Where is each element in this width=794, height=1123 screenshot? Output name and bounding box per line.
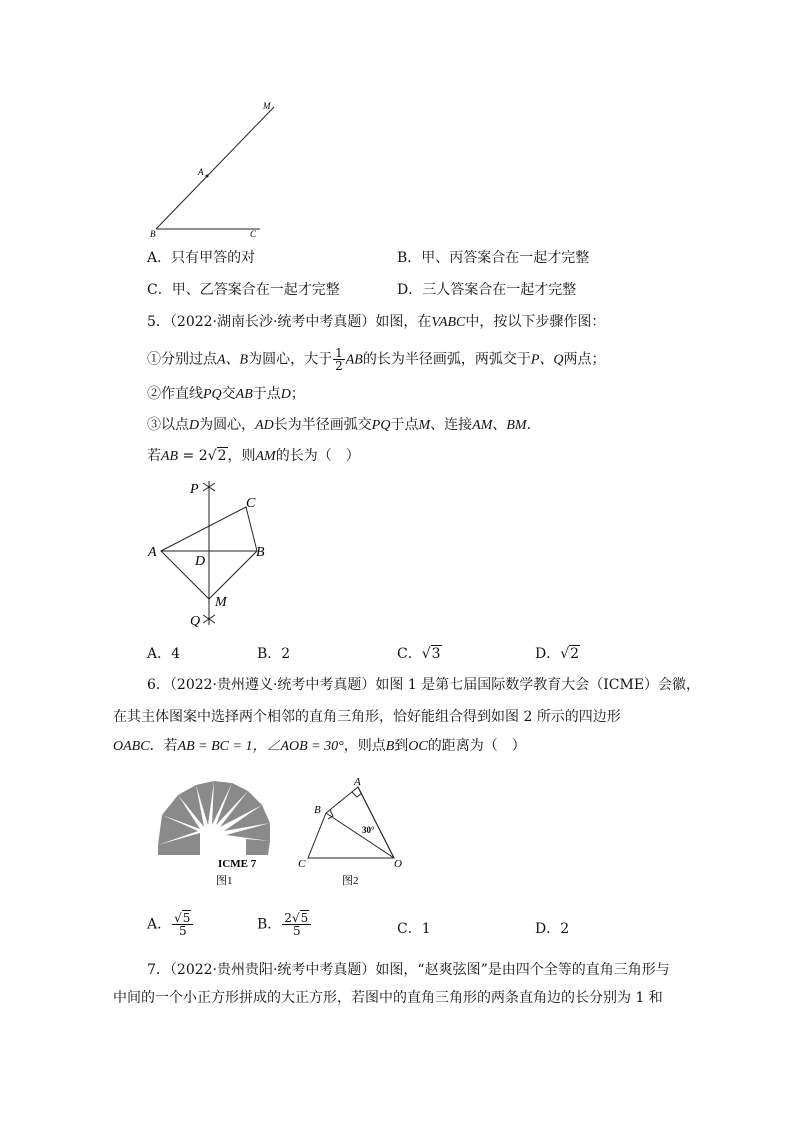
q5-option-c-label: C． (397, 646, 422, 662)
q5-step2-c: 于点 (252, 386, 281, 402)
q5-cond-eq: = 2 (178, 448, 208, 464)
label-m: M (215, 595, 227, 610)
q6-quad: OABC (113, 739, 150, 754)
ray-bm (156, 107, 274, 229)
q5-step3-am: AM (472, 418, 493, 433)
q5-option-a[interactable]: A．4 (147, 646, 181, 662)
q5-frac-den: 2 (335, 359, 343, 373)
q5-cond-c: 的长为（ ） (275, 448, 360, 464)
q6-option-b-coef: 2 (284, 911, 292, 925)
q6-figure-2 (290, 775, 415, 890)
fig1-caption: 图1 (216, 875, 233, 887)
q5-step3 (147, 416, 531, 435)
q5-step1 (147, 347, 606, 372)
q7-line1: 7．（2022·贵州贵阳·统考中考真题）如图，“赵爽弦图”是由四个全等的直角三角形与 (147, 962, 670, 978)
q5-fraction (333, 347, 345, 372)
q5-step1-ab: AB (345, 352, 363, 368)
q5-step1-a: ①分别过点 (147, 351, 217, 368)
q5-step2-e: ； (290, 386, 305, 402)
q5-step3-a: ③以点 (147, 417, 189, 433)
label-b: B (314, 804, 321, 816)
q6-line3-a: ．若 (149, 738, 178, 754)
q4-option-b[interactable]: B．甲、丙答案合在一起才完整 (397, 250, 590, 266)
q5-cond-ab: AB (161, 449, 179, 464)
label-b: B (256, 545, 265, 560)
q4-option-d[interactable]: D．三人答案合在一起才完整 (397, 282, 577, 298)
q6-line3 (113, 737, 526, 756)
sqrt-symbol: √ (421, 646, 431, 662)
sqrt-symbol: √ (207, 448, 217, 464)
icme-logo (158, 781, 270, 855)
q6-option-a-label: A． (147, 916, 172, 933)
label-a: A (148, 545, 157, 560)
q5-step2-d: D (280, 387, 291, 402)
q5-step1-pts: A、B (217, 352, 249, 368)
q6-line2: 在其主体图案中选择两个相邻的直角三角形，恰好能组合得到如图 2 所示的四边形 (113, 709, 621, 725)
q5-step1-b: 为圆心，大于 (248, 351, 333, 368)
q6-option-a-den: 5 (178, 924, 187, 938)
sqrt-symbol: √ (174, 911, 182, 925)
angle-label: 30° (362, 825, 375, 835)
q5-step2 (147, 385, 305, 404)
q6-line1: 6．（2022·贵州遵义·统考中考真题）如图 1 是第七届国际数学教育大会（ICME）会徽， (147, 677, 701, 693)
q5-step2-pq: PQ (203, 387, 222, 402)
q5-step3-c: 长为半径画弧交 (273, 417, 372, 433)
q6-option-b-frac (282, 912, 311, 937)
q5-step3-ad: AD (255, 418, 274, 433)
q5-option-b[interactable]: B．2 (257, 646, 291, 662)
q7-line2: 中间的一个小正方形拼成的大正方形，若图中的直角三角形的两条直角边的长分别为 1 和 (113, 990, 663, 1006)
label-a: A (198, 167, 204, 177)
q5-step3-f: 、 (492, 417, 507, 433)
q5-intro2: 中，按以下步骤作图： (465, 314, 606, 330)
q6-line3-b: ，则点 (343, 738, 386, 754)
label-a: A (354, 776, 361, 788)
q5-option-c-value: 3 (431, 646, 441, 662)
q6-option-b-den: 5 (292, 924, 301, 938)
q5-step3-e: 、连接 (430, 417, 473, 433)
q5-step1-pq: P、Q (530, 352, 564, 368)
sqrt-symbol: √ (291, 911, 300, 925)
q5-stem (147, 313, 605, 332)
label-c: C (246, 496, 256, 511)
q6-option-b-label: B． (257, 916, 282, 933)
label-q: Q (190, 614, 201, 629)
q4-figure (140, 95, 290, 240)
label-p: P (190, 482, 199, 497)
q5-step3-bm: BM (506, 418, 527, 433)
segment-oa (358, 787, 394, 858)
q5-step1-c: 的长为半径画弧，两弧交于 (362, 351, 531, 368)
q5-intro: 5．（2022·湖南长沙·统考中考真题）如图，在 (147, 314, 432, 330)
q6-option-b-num-value: 5 (300, 911, 309, 925)
q5-step3-pq: PQ (371, 418, 391, 433)
point-a (206, 175, 209, 178)
q6-oc: OC (408, 739, 428, 754)
q5-step3-m: M (418, 418, 431, 433)
label-m: M (263, 101, 271, 111)
q6-option-d[interactable]: D．2 (535, 921, 570, 937)
sqrt-symbol: √ (560, 646, 570, 662)
label-c: C (298, 858, 306, 870)
q5-step1-d: 两点； (563, 351, 606, 368)
q5-cond-a: 若 (147, 448, 161, 464)
q5-option-d-value: 2 (570, 646, 580, 662)
icme-logo-figure (150, 775, 280, 890)
q5-step2-ab: AB (235, 387, 253, 402)
label-c: C (250, 229, 257, 239)
label-b: B (150, 229, 156, 239)
icme-text: ICME 7 (218, 858, 257, 870)
q6-point-b: B (385, 739, 395, 754)
q5-step3-d: D (189, 418, 200, 433)
q6-option-a[interactable] (147, 912, 194, 946)
label-d: D (195, 554, 206, 569)
q6-option-a-num-value: 5 (182, 911, 191, 925)
q4-option-a[interactable]: A．只有甲答的对 (147, 250, 256, 266)
q6-line3-d: 的距离为（ ） (427, 738, 526, 754)
fig2-caption: 图2 (342, 875, 359, 887)
q5-cond-sqrt: 2 (217, 448, 227, 464)
q5-cond-am: AM (255, 449, 276, 464)
q5-figure (140, 475, 280, 635)
segment-ob (326, 813, 394, 858)
q5-triangle: VABC (431, 315, 466, 330)
q5-option-c[interactable] (397, 645, 442, 663)
q6-condition: AB = BC = 1，∠AOB = 30° (177, 739, 344, 754)
q6-option-a-frac (172, 912, 193, 937)
quad-oabc (308, 787, 394, 858)
q5-step3-b: 为圆心， (199, 417, 256, 433)
label-o: O (394, 858, 402, 870)
q6-option-c[interactable]: C．1 (397, 921, 431, 937)
q5-condition (147, 447, 360, 466)
q5-step3-dd: 于点 (390, 417, 419, 433)
q6-option-b[interactable] (257, 912, 312, 946)
q4-option-c[interactable]: C．甲、乙答案合在一起才完整 (147, 282, 340, 298)
q6-line3-c: 到 (394, 738, 409, 754)
q5-step3-g: . (526, 417, 532, 433)
q5-frac-num: 1 (335, 346, 343, 360)
q5-cond-b: ，则 (227, 448, 256, 464)
q5-step2-b: 交 (221, 386, 236, 402)
q5-option-d[interactable] (535, 645, 580, 663)
q5-option-d-label: D． (535, 646, 561, 662)
q5-step2-a: ②作直线 (147, 386, 203, 402)
